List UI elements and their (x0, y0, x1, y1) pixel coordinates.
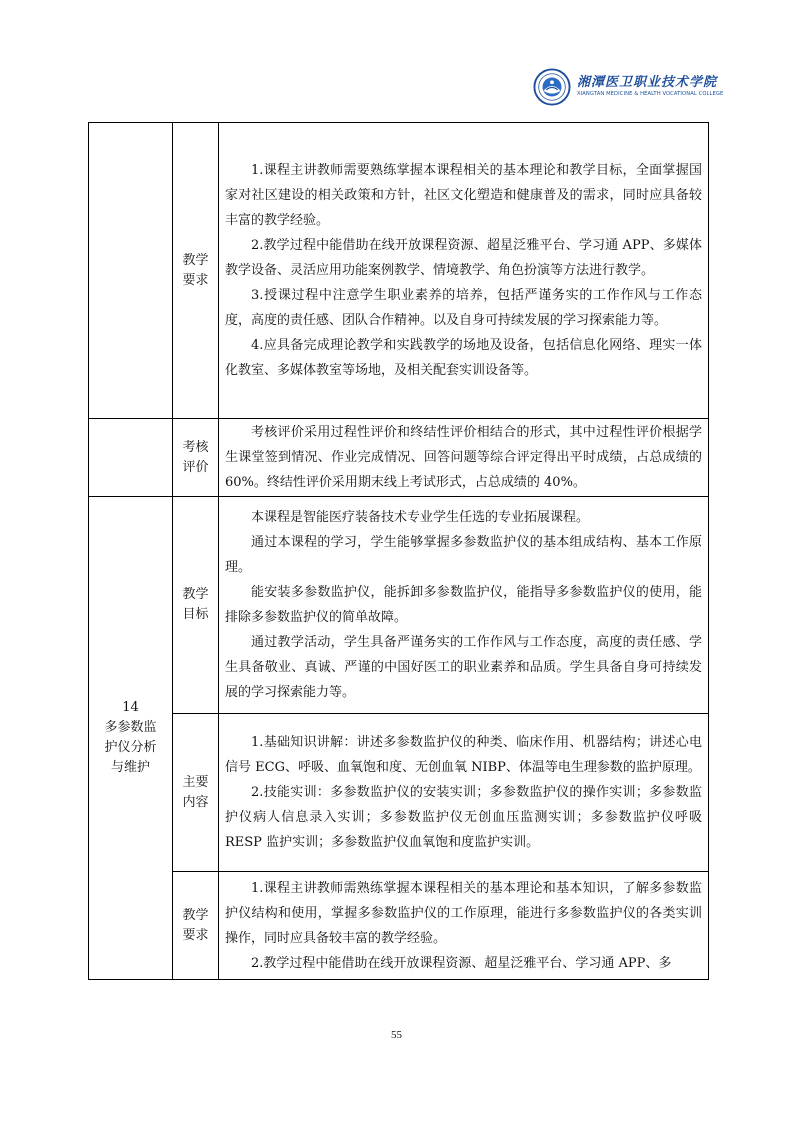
course-cell-previous (89, 123, 173, 419)
paragraph: 2.教学过程中能借助在线开放课程资源、超星泛雅平台、学习通 APP、多媒体教学设备、灵活应用功能案例教学、情境教学、角色扮演等方法进行教学。 (225, 238, 702, 278)
college-name-en: XIANGTAN MEDICINE & HEALTH VOCATIONAL COLLEGE (577, 91, 724, 97)
table-row (89, 872, 709, 980)
course-name-cell (89, 497, 173, 980)
course-number: 14 (122, 700, 139, 715)
paragraph: 能安装多参数监护仪，能拆卸多参数监护仪，能指导多参数监护仪的使用，能排除多参数监护仪的简单故障。 (225, 585, 702, 625)
course-table (88, 122, 709, 980)
paragraph: 2.教学过程中能借助在线开放课程资源、超星泛雅平台、学习通 APP、多 (251, 955, 672, 971)
course-name-line: 护仪分析 (104, 740, 157, 755)
page-number: 55 (391, 1029, 402, 1041)
paragraph: 通过教学活动，学生具备严谨务实的工作作风与工作态度，高度的责任感、学生具备敬业、真诚、严谨的中国好医工的职业素养和品质。学生具备自身可持续发展的学习探索能力等。 (225, 635, 702, 700)
row-label: 教学 要求 (173, 872, 219, 980)
table-row (89, 419, 709, 497)
paragraph: 本课程是智能医疗装备技术专业学生任选的专业拓展课程。 (251, 510, 590, 525)
row-label: 教学 目标 (173, 497, 219, 714)
row-content (219, 419, 709, 497)
paragraph: 1.基础知识讲解：讲述多参数监护仪的种类、临床作用、机器结构；讲述心电信号 ECG、呼吸、血氧饱和度、无创血氧 NIBP、体温等电生理参数的监护原理。 (225, 735, 702, 775)
table-row (89, 497, 709, 714)
college-logo-icon (533, 68, 571, 106)
paragraph: 1.课程主讲教师需要熟练掌握本课程相关的基本理论和教学目标，全面掌握国家对社区建设的相关政策和方针，社区文化塑造和健康普及的需求，同时应具备较丰富的教学经验。 (225, 163, 702, 228)
paragraph: 4.应具备完成理论教学和实践教学的场地及设备，包括信息化网络、理实一体化教室、多媒体教室等场地，及相关配套实训设备等。 (225, 338, 702, 378)
row-content (219, 497, 709, 714)
row-content (219, 714, 709, 872)
course-cell-previous-cont (89, 419, 173, 497)
row-label: 考核 评价 (173, 419, 219, 497)
table-row (89, 123, 709, 419)
row-content (219, 123, 709, 419)
paragraph: 考核评价采用过程性评价和终结性评价相结合的形式，其中过程性评价根据学生课堂签到情况、作业完成情况、回答问题等综合评定得出平时成绩，占总成绩的 60%。终结性评价采用期末线上考试形式，占总成绩的 40%。 (225, 425, 702, 490)
college-name-cn: 湘潭医卫职业技术学院 (577, 75, 718, 90)
course-name-line: 与维护 (110, 760, 150, 775)
page-header (533, 68, 724, 108)
paragraph: 1.课程主讲教师需熟练掌握本课程相关的基本理论和基本知识，了解多参数监护仪结构和使用，掌握多参数监护仪的工作原理，能进行多参数监护仪的各类实训操作，同时应具备较丰富的教学经验。 (225, 880, 702, 946)
row-content (219, 872, 709, 980)
course-name-line: 多参数监 (104, 720, 157, 735)
paragraph: 通过本课程的学习，学生能够掌握多参数监护仪的基本组成结构、基本工作原理。 (225, 535, 702, 575)
paragraph: 2.技能实训：多参数监护仪的安装实训；多参数监护仪的操作实训；多参数监护仪病人信息录入实训；多参数监护仪无创血压监测实训；多参数监护仪呼吸 RESP 监护实训；多参数监护仪血氧饱和度监护实训。 (225, 785, 702, 850)
row-label: 主要 内容 (173, 714, 219, 872)
table-row (89, 714, 709, 872)
row-label: 教学 要求 (173, 123, 219, 419)
paragraph: 3.授课过程中注意学生职业素养的培养，包括严谨务实的工作作风与工作态度，高度的责任感、团队合作精神。以及自身可持续发展的学习探索能力等。 (225, 288, 702, 328)
